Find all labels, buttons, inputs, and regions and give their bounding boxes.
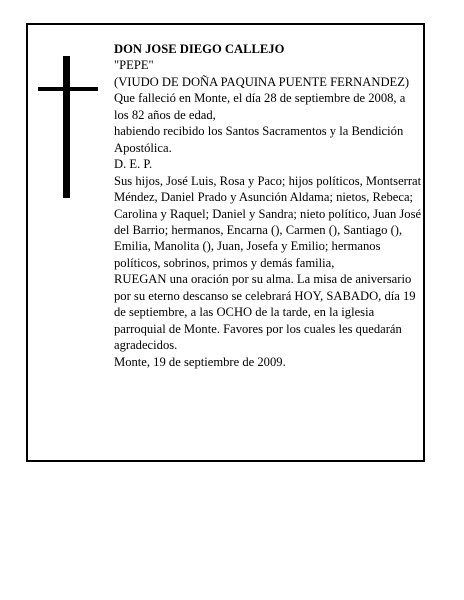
prayer-request: RUEGAN una oración por su alma. La misa de aniversario por su eterno descanso se celebrará HOY, SABADO, día 19 de septiembre, a las OCHO de la tarde, en la iglesia parroquial de Monte. Favores por los cuales les quedarán agradecidos. (114, 272, 416, 353)
obituary-notice (26, 23, 425, 462)
deceased-nickname: "PEPE" (114, 58, 154, 73)
notice-text (114, 41, 422, 370)
death-statement: Que falleció en Monte, el día 28 de septiembre de 2008, a los 82 años de edad, (114, 91, 406, 122)
cross-horizontal-bar (38, 87, 98, 91)
latin-cross-icon (38, 56, 98, 198)
rest-in-peace: D. E. P. (114, 157, 153, 172)
family-list: Sus hijos, José Luis, Rosa y Paco; hijos políticos, Montserrat Méndez, Daniel Prado y Asunción Aldama; nietos, Rebeca; Carolina y Raquel; Daniel y Sandra; nieto político, Juan José del Barrio; hermanos, Encarna (), Carmen (), Santiago (), Emilia, Manolita (), Juan, Josefa y Emilio; hermanos políticos, sobrinos, primos y demás familia, (114, 173, 422, 270)
widower-statement: (VIUDO DE DOÑA PAQUINA PUENTE FERNANDEZ) (114, 74, 410, 89)
cross-vertical-bar (63, 56, 70, 198)
date-line: Monte, 19 de septiembre de 2009. (114, 354, 286, 369)
deceased-name: DON JOSE DIEGO CALLEJO (114, 42, 285, 56)
sacraments-statement: habiendo recibido los Santos Sacramentos y la Bendición Apostólica. (114, 124, 404, 155)
